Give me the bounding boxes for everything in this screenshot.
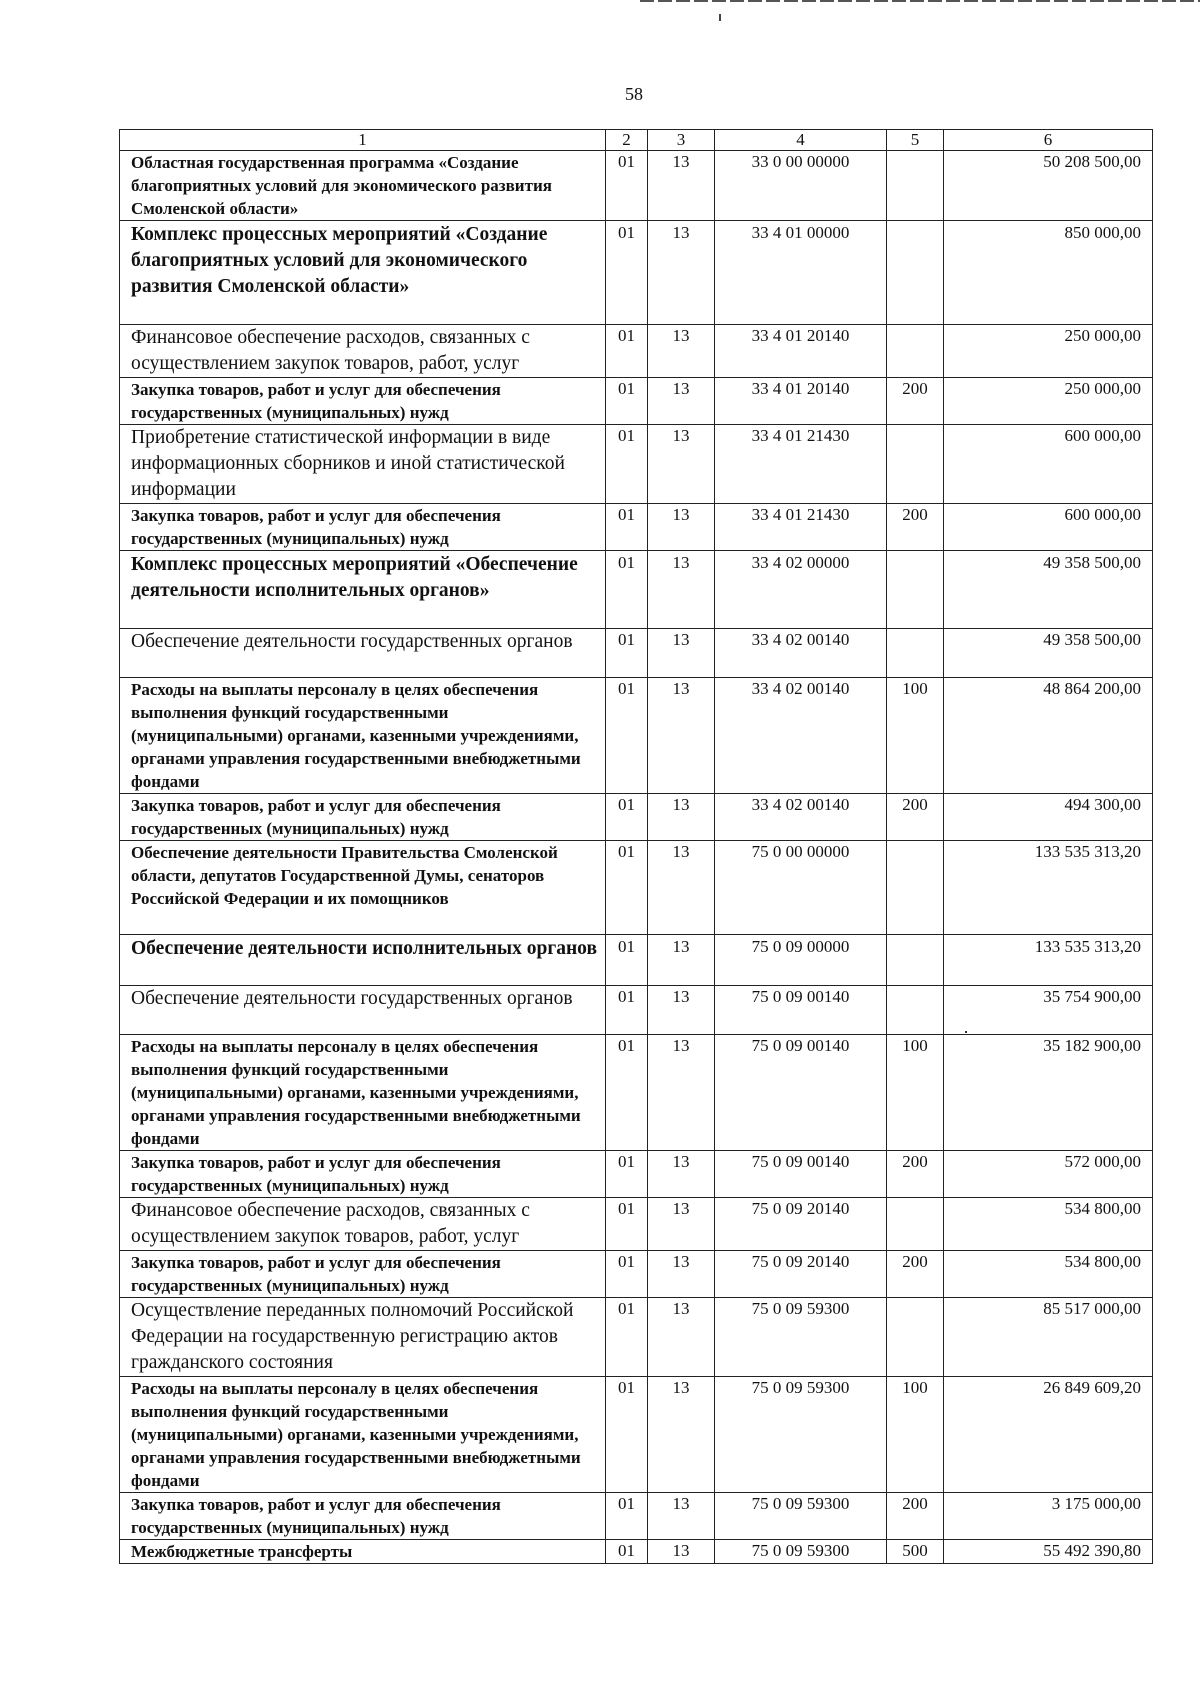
row-target-cell: 33 4 01 20140 — [715, 325, 887, 378]
row-target-cell: 33 4 01 00000 — [715, 221, 887, 325]
row-section-cell: 01 — [606, 504, 648, 551]
row-target-cell: 33 4 02 00140 — [715, 629, 887, 678]
table-row — [120, 629, 1153, 678]
header-row — [120, 130, 1153, 151]
row-subsection-cell: 13 — [648, 794, 715, 841]
row-target-cell: 75 0 09 20140 — [715, 1198, 887, 1251]
row-name-cell: Финансовое обеспечение расходов, связанных с осуществлением закупок товаров, работ, услуг — [120, 1198, 606, 1251]
table-row — [120, 986, 1153, 1035]
table-row — [120, 935, 1153, 986]
column-header-3: 3 — [648, 130, 715, 151]
row-section-cell: 01 — [606, 841, 648, 935]
row-expense-type-cell: 200 — [887, 1251, 944, 1298]
column-header-4: 4 — [715, 130, 887, 151]
row-subsection-cell: 13 — [648, 221, 715, 325]
row-target-cell: 75 0 09 59300 — [715, 1493, 887, 1540]
row-section-cell: 01 — [606, 794, 648, 841]
page-number: 58 — [625, 84, 643, 104]
row-section-cell: 01 — [606, 678, 648, 794]
budget-table — [119, 129, 1153, 1564]
row-subsection-cell: 13 — [648, 678, 715, 794]
row-subsection-cell: 13 — [648, 1035, 715, 1151]
row-section-cell: 01 — [606, 1151, 648, 1198]
row-target-cell: 75 0 09 00140 — [715, 986, 887, 1035]
row-target-cell: 75 0 09 00140 — [715, 1035, 887, 1151]
row-amount-cell: 35 754 900,00 — [944, 986, 1153, 1035]
row-subsection-cell: 13 — [648, 504, 715, 551]
row-name-cell: Расходы на выплаты персоналу в целях обеспечения выполнения функций государственными (муниципальными) органами, казенными учреждениями, органами управления государственными внебюджетными фондами — [120, 1377, 606, 1493]
row-section-cell: 01 — [606, 378, 648, 425]
row-name-cell: Закупка товаров, работ и услуг для обеспечения государственных (муниципальных) нужд — [120, 1151, 606, 1198]
row-name-cell: Закупка товаров, работ и услуг для обеспечения государственных (муниципальных) нужд — [120, 378, 606, 425]
row-expense-type-cell — [887, 1298, 944, 1377]
row-target-cell: 33 4 02 00140 — [715, 678, 887, 794]
row-section-cell: 01 — [606, 551, 648, 629]
row-target-cell: 33 0 00 00000 — [715, 151, 887, 221]
row-section-cell: 01 — [606, 986, 648, 1035]
row-amount-cell: 250 000,00 — [944, 378, 1153, 425]
column-header-5: 5 — [887, 130, 944, 151]
row-expense-type-cell: 200 — [887, 1151, 944, 1198]
row-section-cell: 01 — [606, 1251, 648, 1298]
table-row — [120, 551, 1153, 629]
row-subsection-cell: 13 — [648, 551, 715, 629]
row-name-cell: Закупка товаров, работ и услуг для обеспечения государственных (муниципальных) нужд — [120, 794, 606, 841]
row-amount-cell: 3 175 000,00 — [944, 1493, 1153, 1540]
table-row — [120, 1035, 1153, 1151]
row-expense-type-cell — [887, 935, 944, 986]
row-expense-type-cell — [887, 986, 944, 1035]
row-subsection-cell: 13 — [648, 935, 715, 986]
row-amount-cell: 534 800,00 — [944, 1251, 1153, 1298]
row-name-cell: Обеспечение деятельности исполнительных органов — [120, 935, 606, 986]
row-expense-type-cell: 500 — [887, 1540, 944, 1564]
row-section-cell: 01 — [606, 151, 648, 221]
row-name-cell: Расходы на выплаты персоналу в целях обеспечения выполнения функций государственными (муниципальными) органами, казенными учреждениями, органами управления государственными внебюджетными фондами — [120, 1035, 606, 1151]
row-target-cell: 75 0 00 00000 — [715, 841, 887, 935]
table-row — [120, 1540, 1153, 1564]
row-subsection-cell: 13 — [648, 1377, 715, 1493]
row-name-cell: Комплекс процессных мероприятий «Обеспечение деятельности исполнительных органов» — [120, 551, 606, 629]
row-name-cell: Межбюджетные трансферты — [120, 1540, 606, 1564]
row-name-cell: Комплекс процессных мероприятий «Создание благоприятных условий для экономического развития Смоленской области» — [120, 221, 606, 325]
row-target-cell: 75 0 09 00000 — [715, 935, 887, 986]
column-header-1: 1 — [120, 130, 606, 151]
row-subsection-cell: 13 — [648, 1493, 715, 1540]
row-target-cell: 75 0 09 00140 — [715, 1151, 887, 1198]
table-row — [120, 1377, 1153, 1493]
row-section-cell: 01 — [606, 221, 648, 325]
row-expense-type-cell: 100 — [887, 1377, 944, 1493]
row-expense-type-cell — [887, 151, 944, 221]
row-amount-cell: 534 800,00 — [944, 1198, 1153, 1251]
table-row — [120, 325, 1153, 378]
row-amount-cell: 133 535 313,20 — [944, 841, 1153, 935]
row-amount-cell: 26 849 609,20 — [944, 1377, 1153, 1493]
row-section-cell: 01 — [606, 1035, 648, 1151]
table-row — [120, 221, 1153, 325]
row-expense-type-cell: 200 — [887, 504, 944, 551]
row-section-cell: 01 — [606, 1540, 648, 1564]
row-subsection-cell: 13 — [648, 986, 715, 1035]
row-subsection-cell: 13 — [648, 629, 715, 678]
row-amount-cell: 494 300,00 — [944, 794, 1153, 841]
table-row — [120, 1298, 1153, 1377]
table-row — [120, 1151, 1153, 1198]
row-section-cell: 01 — [606, 325, 648, 378]
row-name-cell: Осуществление переданных полномочий Российской Федерации на государственную регистрацию актов гражданского состояния — [120, 1298, 606, 1377]
row-target-cell: 75 0 09 59300 — [715, 1298, 887, 1377]
row-expense-type-cell — [887, 221, 944, 325]
row-section-cell: 01 — [606, 425, 648, 504]
scan-top-border — [640, 0, 1200, 2]
row-target-cell: 33 4 01 21430 — [715, 425, 887, 504]
row-target-cell: 75 0 09 20140 — [715, 1251, 887, 1298]
row-expense-type-cell: 200 — [887, 378, 944, 425]
row-subsection-cell: 13 — [648, 325, 715, 378]
scan-speck — [965, 1031, 967, 1033]
row-amount-cell: 572 000,00 — [944, 1151, 1153, 1198]
table-row — [120, 378, 1153, 425]
row-expense-type-cell — [887, 325, 944, 378]
row-expense-type-cell — [887, 425, 944, 504]
row-subsection-cell: 13 — [648, 1251, 715, 1298]
row-name-cell: Приобретение статистической информации в виде информационных сборников и иной статистической информации — [120, 425, 606, 504]
table-row — [120, 794, 1153, 841]
row-target-cell: 33 4 01 21430 — [715, 504, 887, 551]
row-amount-cell: 55 492 390,80 — [944, 1540, 1153, 1564]
row-amount-cell: 35 182 900,00 — [944, 1035, 1153, 1151]
table-row — [120, 151, 1153, 221]
table-row — [120, 841, 1153, 935]
column-header-6: 6 — [944, 130, 1153, 151]
row-expense-type-cell — [887, 629, 944, 678]
row-expense-type-cell: 200 — [887, 1493, 944, 1540]
row-name-cell: Закупка товаров, работ и услуг для обеспечения государственных (муниципальных) нужд — [120, 1493, 606, 1540]
row-name-cell: Расходы на выплаты персоналу в целях обеспечения выполнения функций государственными (муниципальными) органами, казенными учреждениями, органами управления государственными внебюджетными фондами — [120, 678, 606, 794]
table-row — [120, 1198, 1153, 1251]
row-subsection-cell: 13 — [648, 378, 715, 425]
row-section-cell: 01 — [606, 1493, 648, 1540]
row-name-cell: Закупка товаров, работ и услуг для обеспечения государственных (муниципальных) нужд — [120, 1251, 606, 1298]
row-amount-cell: 600 000,00 — [944, 504, 1153, 551]
row-section-cell: 01 — [606, 1298, 648, 1377]
column-header-2: 2 — [606, 130, 648, 151]
row-name-cell: Обеспечение деятельности государственных органов — [120, 629, 606, 678]
row-subsection-cell: 13 — [648, 1540, 715, 1564]
row-name-cell: Закупка товаров, работ и услуг для обеспечения государственных (муниципальных) нужд — [120, 504, 606, 551]
row-amount-cell: 600 000,00 — [944, 425, 1153, 504]
row-subsection-cell: 13 — [648, 1198, 715, 1251]
table-row — [120, 425, 1153, 504]
row-amount-cell: 49 358 500,00 — [944, 551, 1153, 629]
row-amount-cell: 48 864 200,00 — [944, 678, 1153, 794]
row-subsection-cell: 13 — [648, 1151, 715, 1198]
table-row — [120, 1493, 1153, 1540]
row-subsection-cell: 13 — [648, 151, 715, 221]
row-name-cell: Обеспечение деятельности государственных органов — [120, 986, 606, 1035]
row-name-cell: Финансовое обеспечение расходов, связанных с осуществлением закупок товаров, работ, услуг — [120, 325, 606, 378]
row-expense-type-cell: 100 — [887, 678, 944, 794]
row-amount-cell: 250 000,00 — [944, 325, 1153, 378]
table-row — [120, 504, 1153, 551]
row-name-cell: Обеспечение деятельности Правительства Смоленской области, депутатов Государственной Думы, сенаторов Российской Федерации и их помощников — [120, 841, 606, 935]
table-row — [120, 678, 1153, 794]
row-expense-type-cell — [887, 841, 944, 935]
row-name-cell: Областная государственная программа «Создание благоприятных условий для экономического развития Смоленской области» — [120, 151, 606, 221]
row-subsection-cell: 13 — [648, 841, 715, 935]
row-target-cell: 33 4 01 20140 — [715, 378, 887, 425]
row-section-cell: 01 — [606, 1377, 648, 1493]
row-expense-type-cell — [887, 1198, 944, 1251]
row-section-cell: 01 — [606, 1198, 648, 1251]
row-amount-cell: 850 000,00 — [944, 221, 1153, 325]
row-subsection-cell: 13 — [648, 425, 715, 504]
row-amount-cell: 49 358 500,00 — [944, 629, 1153, 678]
row-expense-type-cell — [887, 551, 944, 629]
row-target-cell: 33 4 02 00000 — [715, 551, 887, 629]
row-target-cell: 33 4 02 00140 — [715, 794, 887, 841]
row-amount-cell: 133 535 313,20 — [944, 935, 1153, 986]
row-target-cell: 75 0 09 59300 — [715, 1377, 887, 1493]
row-expense-type-cell: 100 — [887, 1035, 944, 1151]
row-expense-type-cell: 200 — [887, 794, 944, 841]
row-target-cell: 75 0 09 59300 — [715, 1540, 887, 1564]
row-amount-cell: 50 208 500,00 — [944, 151, 1153, 221]
row-subsection-cell: 13 — [648, 1298, 715, 1377]
row-amount-cell: 85 517 000,00 — [944, 1298, 1153, 1377]
scan-mark — [719, 14, 721, 21]
row-section-cell: 01 — [606, 629, 648, 678]
table-row — [120, 1251, 1153, 1298]
row-section-cell: 01 — [606, 935, 648, 986]
